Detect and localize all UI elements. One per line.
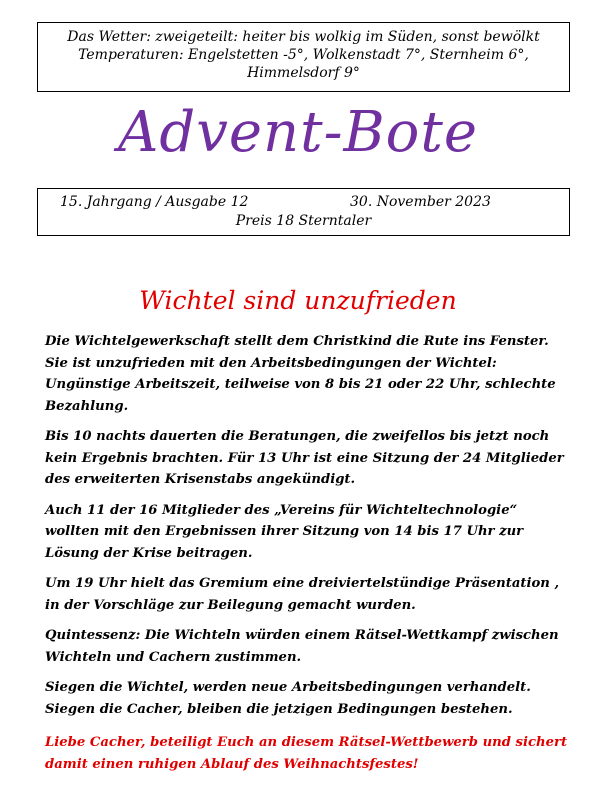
issue-box: [37, 188, 570, 236]
issue-price: Preis 18 Sterntaler: [235, 213, 372, 229]
article-paragraph: Siegen die Wichtel, werden neue Arbeitsbedingungen verhandelt. Siegen die Cacher, bleiben die jetzigen Bedingungen bestehen.: [45, 680, 531, 717]
weather-line-3: Himmelsdorf 9°: [247, 65, 360, 81]
article-paragraph: Quintessenz: Die Wichteln würden einem Rätsel-Wettkampf zwischen Wichteln und Cachern zustimmen.: [45, 628, 559, 665]
article-headline: Wichtel sind unzufrieden: [139, 286, 457, 315]
article-body: [45, 331, 575, 784]
article-closing: Liebe Cacher, beteiligt Euch an diesem Rätsel-Wettbewerb und sichert damit einen ruhigen Ablauf des Weihnachtsfestes!: [45, 735, 568, 772]
issue-volume: 15. Jahrgang / Ausgabe 12: [60, 194, 249, 210]
article-paragraph: Auch 11 der 16 Mitglieder des „Vereins für Wichteltechnologie“ wollten mit den Ergebnissen ihrer Sitzung von 14 bis 17 Uhr zur Lösung der Krise beitragen.: [45, 502, 524, 561]
weather-box: [37, 22, 570, 92]
newspaper-title: Advent-Bote: [117, 100, 479, 165]
weather-line-2: Temperaturen: Engelstetten -5°, Wolkenstadt 7°, Sternheim 6°,: [78, 47, 529, 63]
issue-date: 30. November 2023: [350, 194, 491, 210]
article-paragraph: Um 19 Uhr hielt das Gremium eine dreiviertelstündige Präsentation , in der Vorschläge zur Beilegung gemacht wurden.: [45, 576, 560, 613]
article-paragraph: Die Wichtelgewerkschaft stellt dem Christkind die Rute ins Fenster. Sie ist unzufrieden mit den Arbeitsbedingungen der Wichtel: Ungünstige Arbeitszeit, teilweise von 8 bis 21 oder 22 Uhr, schlechte Bezahlung.: [45, 334, 556, 414]
article-paragraph: Bis 10 nachts dauerten die Beratungen, die zweifellos bis jetzt noch kein Ergebnis brachten. Für 13 Uhr ist eine Sitzung der 24 Mitglieder des erweiterten Krisenstabs angekündigt.: [45, 429, 564, 487]
weather-line-1: Das Wetter: zweigeteilt: heiter bis wolkig im Süden, sonst bewölkt: [67, 29, 540, 45]
